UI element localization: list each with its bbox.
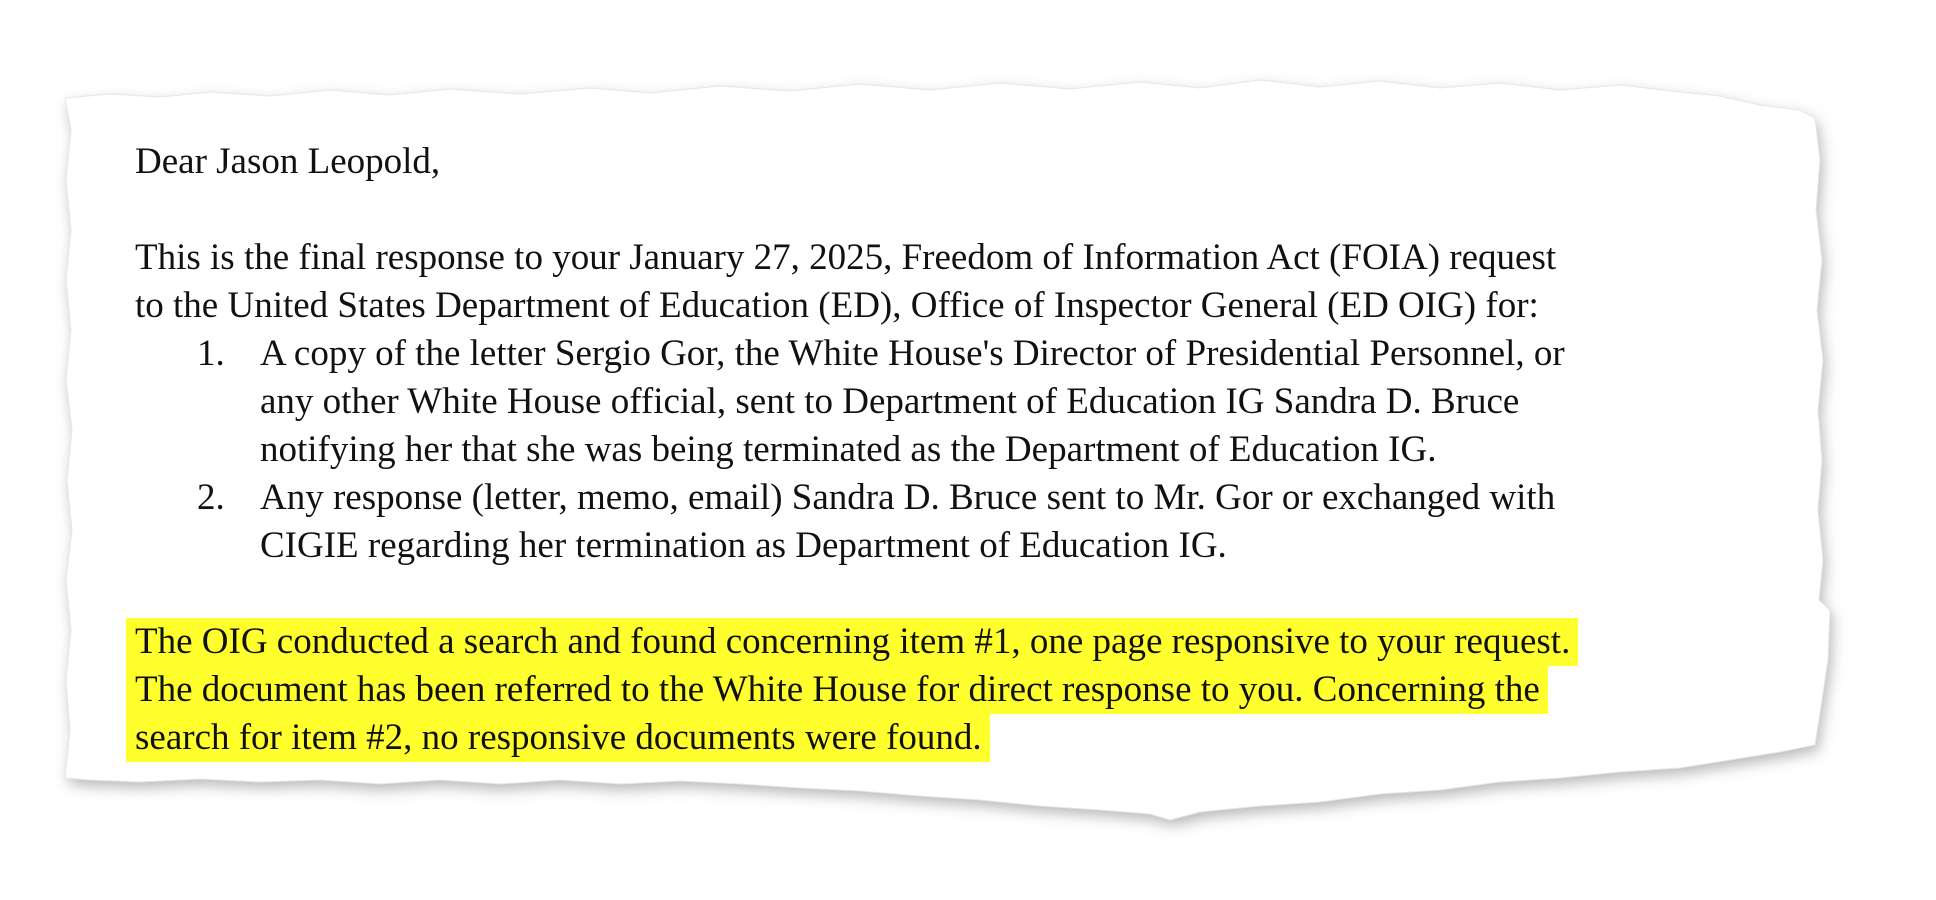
intro-paragraph — [135, 234, 1775, 330]
request-line: notifying her that she was being terminated as the Department of Education IG. — [260, 429, 1437, 470]
request-item-2 — [135, 474, 1775, 570]
intro-line: to the United States Department of Education (ED), Office of Inspector General (ED OIG) for: — [135, 285, 1539, 326]
highlighted-findings-paragraph — [135, 618, 1775, 762]
salutation: Dear Jason Leopold, — [135, 141, 441, 182]
request-line: any other White House official, sent to Department of Education IG Sandra D. Bruce — [260, 381, 1520, 422]
request-line: A copy of the letter Sergio Gor, the White House's Director of Presidential Personnel, or — [260, 333, 1565, 374]
request-number: 2. — [197, 477, 225, 518]
highlighted-line: The document has been referred to the White House for direct response to you. Concerning the — [126, 666, 1548, 714]
request-line: Any response (letter, memo, email) Sandra D. Bruce sent to Mr. Gor or exchanged with — [260, 477, 1556, 518]
highlighted-line: search for item #2, no responsive documents were found. — [126, 714, 990, 762]
request-number: 1. — [197, 333, 225, 374]
highlighted-line: The OIG conducted a search and found concerning item #1, one page responsive to your request. — [126, 618, 1578, 666]
letter-body — [135, 138, 1775, 762]
intro-line: This is the final response to your January 27, 2025, Freedom of Information Act (FOIA) request — [135, 237, 1557, 278]
request-list — [135, 330, 1775, 570]
request-line: CIGIE regarding her termination as Department of Education IG. — [260, 525, 1227, 566]
request-item-1 — [135, 330, 1775, 474]
